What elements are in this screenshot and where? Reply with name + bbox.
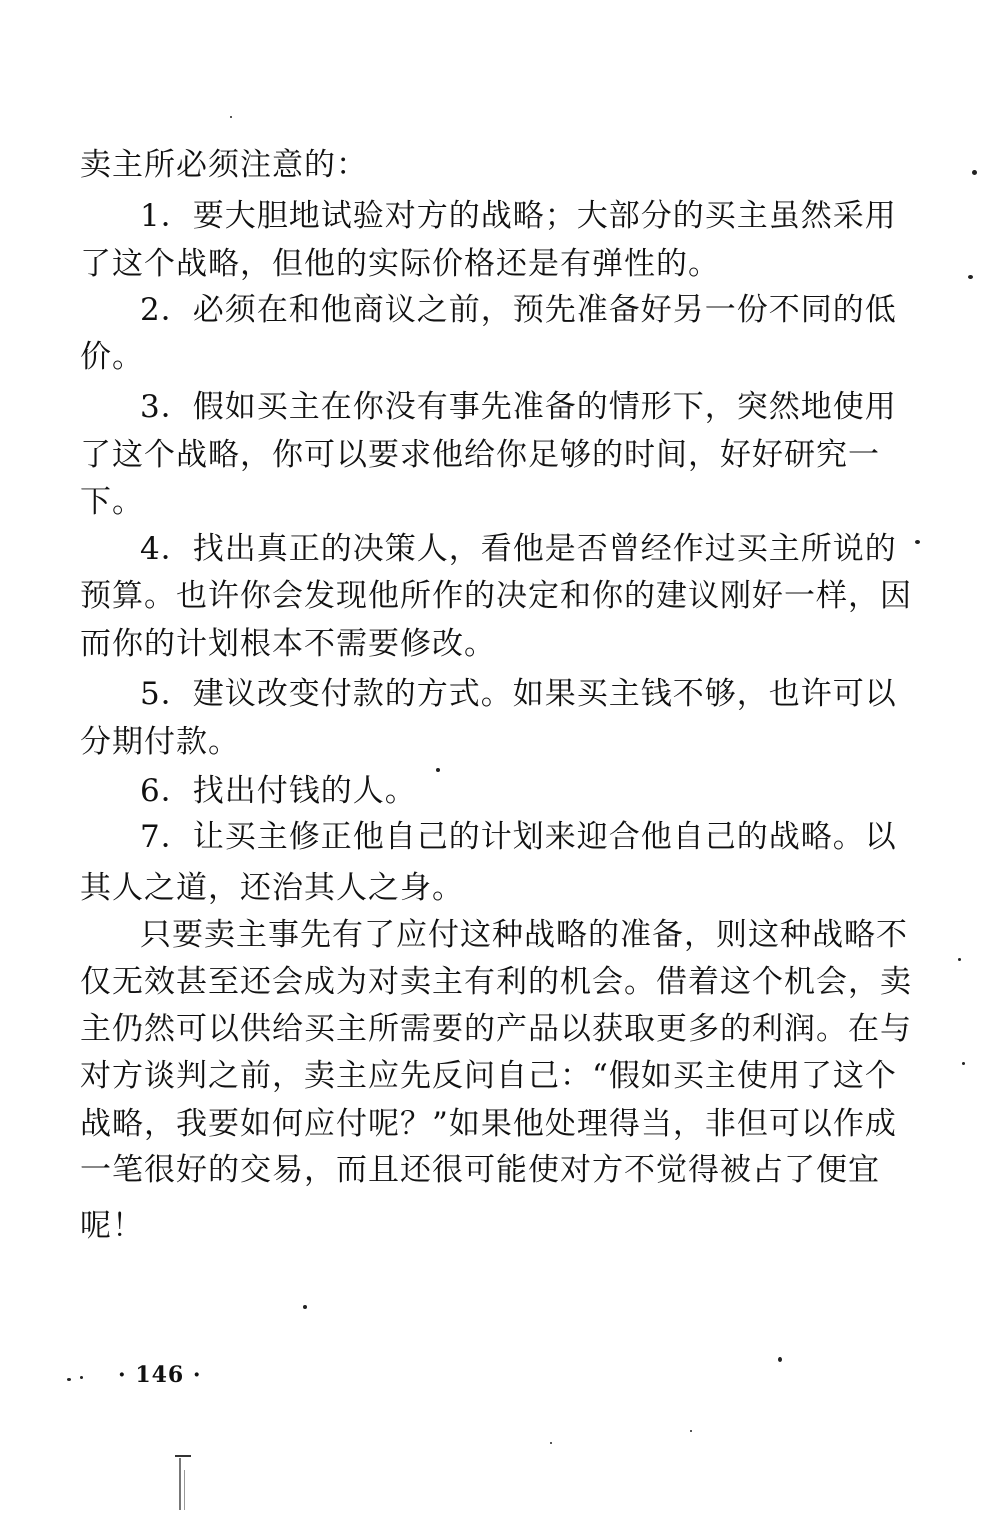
scan-speck [550, 1442, 552, 1444]
scan-speck [690, 1430, 692, 1432]
text-line-item2-a: 2．必须在和他商议之前，预先准备好另一份不同的低 [140, 292, 897, 328]
text-line-summary-b: 仅无效甚至还会成为对卖主有利的机会。借着这个机会，卖 [80, 964, 912, 1000]
text-line-summary-d: 对方谈判之前，卖主应先反问自己：“假如买主使用了这个 [80, 1058, 897, 1094]
text-line-item3-c: 下。 [80, 484, 144, 520]
text-line-intro: 卖主所必须注意的： [80, 147, 368, 183]
text-line-item1-b: 了这个战略，但他的实际价格还是有弹性的。 [80, 246, 720, 282]
scan-speck [962, 1062, 965, 1065]
scan-speck [67, 1378, 71, 1381]
text-line-summary-f: 一笔很好的交易，而且还很可能使对方不觉得被占了便宜 [80, 1152, 880, 1188]
scan-speck [436, 768, 440, 772]
text-line-item1-a: 1．要大胆地试验对方的战略；大部分的买主虽然采用 [140, 198, 897, 234]
text-line-item7-b: 其人之道，还治其人之身。 [80, 870, 464, 906]
text-line-summary-a: 只要卖主事先有了应付这种战略的准备，则这种战略不 [140, 917, 908, 953]
scan-speck [80, 1376, 83, 1379]
page-number: · 146 · [118, 1362, 202, 1388]
text-line-item5-a: 5．建议改变付款的方式。如果买主钱不够，也许可以 [140, 676, 897, 712]
text-line-item6: 6．找出付钱的人。 [140, 773, 417, 809]
text-line-item7-a: 7．让买主修正他自己的计划来迎合他自己的战略。以 [140, 819, 897, 855]
text-line-item2-b: 价。 [80, 339, 144, 375]
scan-speck [968, 275, 973, 279]
scan-speck [915, 540, 920, 544]
scan-speck [972, 170, 977, 175]
scan-speck [778, 1357, 782, 1362]
scan-margin-mark [184, 1470, 185, 1510]
text-line-item4-c: 而你的计划根本不需要修改。 [80, 626, 496, 662]
text-line-item4-a: 4．找出真正的决策人，看他是否曾经作过买主所说的 [140, 531, 897, 567]
scan-speck [958, 958, 961, 961]
text-line-item5-b: 分期付款。 [80, 724, 240, 760]
scan-margin-mark [175, 1455, 191, 1457]
text-line-item3-b: 了这个战略，你可以要求他给你足够的时间，好好研究一 [80, 437, 880, 473]
text-line-item3-a: 3．假如买主在你没有事先准备的情形下，突然地使用 [140, 389, 897, 425]
scan-speck [303, 1305, 307, 1309]
scan-speck [230, 116, 232, 118]
text-line-item4-b: 预算。也许你会发现他所作的决定和你的建议刚好一样，因 [80, 578, 912, 614]
text-line-summary-e: 战略，我要如何应付呢？”如果他处理得当，非但可以作成 [80, 1106, 897, 1142]
text-line-summary-g: 呢！ [80, 1208, 144, 1244]
text-line-summary-c: 主仍然可以供给买主所需要的产品以获取更多的利润。在与 [80, 1011, 912, 1047]
scan-margin-mark [179, 1458, 181, 1510]
